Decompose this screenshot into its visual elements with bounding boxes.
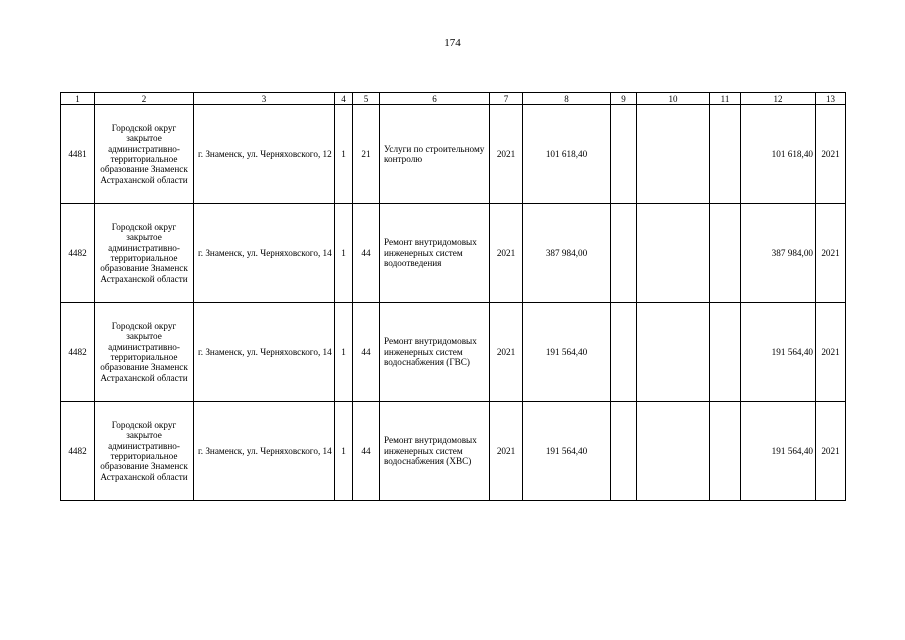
year-cell: 2021: [490, 402, 523, 501]
col11-cell: [710, 303, 741, 402]
municipality-cell: Городской округ закрытое административно-территориальное образование Знаменск Астраханской области: [95, 204, 194, 303]
table-row: [61, 402, 846, 501]
table-row: [61, 204, 846, 303]
col10-cell: [637, 303, 710, 402]
address-cell: г. Знаменск, ул. Черняховского, 12: [194, 105, 335, 204]
municipality-cell: Городской округ закрытое административно-территориальное образование Знаменск Астраханской области: [95, 105, 194, 204]
row-number: 4482: [61, 402, 95, 501]
total-cell: 101 618,40: [741, 105, 816, 204]
cost-cell: 101 618,40: [523, 105, 611, 204]
col11-cell: [710, 105, 741, 204]
header-cell: 2: [95, 93, 194, 105]
address-cell: г. Знаменск, ул. Черняховского, 14: [194, 402, 335, 501]
header-cell: 1: [61, 93, 95, 105]
year-cell: 2021: [490, 303, 523, 402]
col5-cell: 44: [353, 204, 380, 303]
year-cell: 2021: [490, 105, 523, 204]
header-cell: 10: [637, 93, 710, 105]
work-type-cell: Ремонт внутридомовых инженерных систем водоснабжения (ХВС): [380, 402, 490, 501]
work-type-cell: Ремонт внутридомовых инженерных систем водоснабжения (ГВС): [380, 303, 490, 402]
col9-cell: [611, 402, 637, 501]
total-cell: 191 564,40: [741, 303, 816, 402]
col9-cell: [611, 105, 637, 204]
header-cell: 4: [335, 93, 353, 105]
header-cell: 5: [353, 93, 380, 105]
col11-cell: [710, 204, 741, 303]
address-cell: г. Знаменск, ул. Черняховского, 14: [194, 303, 335, 402]
header-cell: 3: [194, 93, 335, 105]
work-type-cell: Ремонт внутридомовых инженерных систем водоотведения: [380, 204, 490, 303]
cost-cell: 387 984,00: [523, 204, 611, 303]
col10-cell: [637, 402, 710, 501]
municipality-cell: Городской округ закрытое административно-территориальное образование Знаменск Астраханской области: [95, 402, 194, 501]
municipality-cell: Городской округ закрытое административно-территориальное образование Знаменск Астраханской области: [95, 303, 194, 402]
header-cell: 12: [741, 93, 816, 105]
page-number: 174: [444, 37, 461, 49]
col11-cell: [710, 402, 741, 501]
total-cell: 387 984,00: [741, 204, 816, 303]
cost-cell: 191 564,40: [523, 303, 611, 402]
registry-table: [60, 92, 846, 501]
total-cell: 191 564,40: [741, 402, 816, 501]
completion-year-cell: 2021: [816, 303, 846, 402]
col4-cell: 1: [335, 204, 353, 303]
header-row: [61, 93, 846, 105]
cost-cell: 191 564,40: [523, 402, 611, 501]
completion-year-cell: 2021: [816, 402, 846, 501]
col4-cell: 1: [335, 402, 353, 501]
header-cell: 8: [523, 93, 611, 105]
header-cell: 9: [611, 93, 637, 105]
col9-cell: [611, 303, 637, 402]
col10-cell: [637, 204, 710, 303]
work-type-cell: Услуги по строительному контролю: [380, 105, 490, 204]
header-cell: 7: [490, 93, 523, 105]
col4-cell: 1: [335, 105, 353, 204]
year-cell: 2021: [490, 204, 523, 303]
header-cell: 11: [710, 93, 741, 105]
col9-cell: [611, 204, 637, 303]
col5-cell: 21: [353, 105, 380, 204]
completion-year-cell: 2021: [816, 105, 846, 204]
address-cell: г. Знаменск, ул. Черняховского, 14: [194, 204, 335, 303]
row-number: 4482: [61, 303, 95, 402]
col5-cell: 44: [353, 303, 380, 402]
header-cell: 6: [380, 93, 490, 105]
table-row: [61, 303, 846, 402]
completion-year-cell: 2021: [816, 204, 846, 303]
col5-cell: 44: [353, 402, 380, 501]
row-number: 4481: [61, 105, 95, 204]
header-cell: 13: [816, 93, 846, 105]
table-row: [61, 105, 846, 204]
col4-cell: 1: [335, 303, 353, 402]
row-number: 4482: [61, 204, 95, 303]
col10-cell: [637, 105, 710, 204]
